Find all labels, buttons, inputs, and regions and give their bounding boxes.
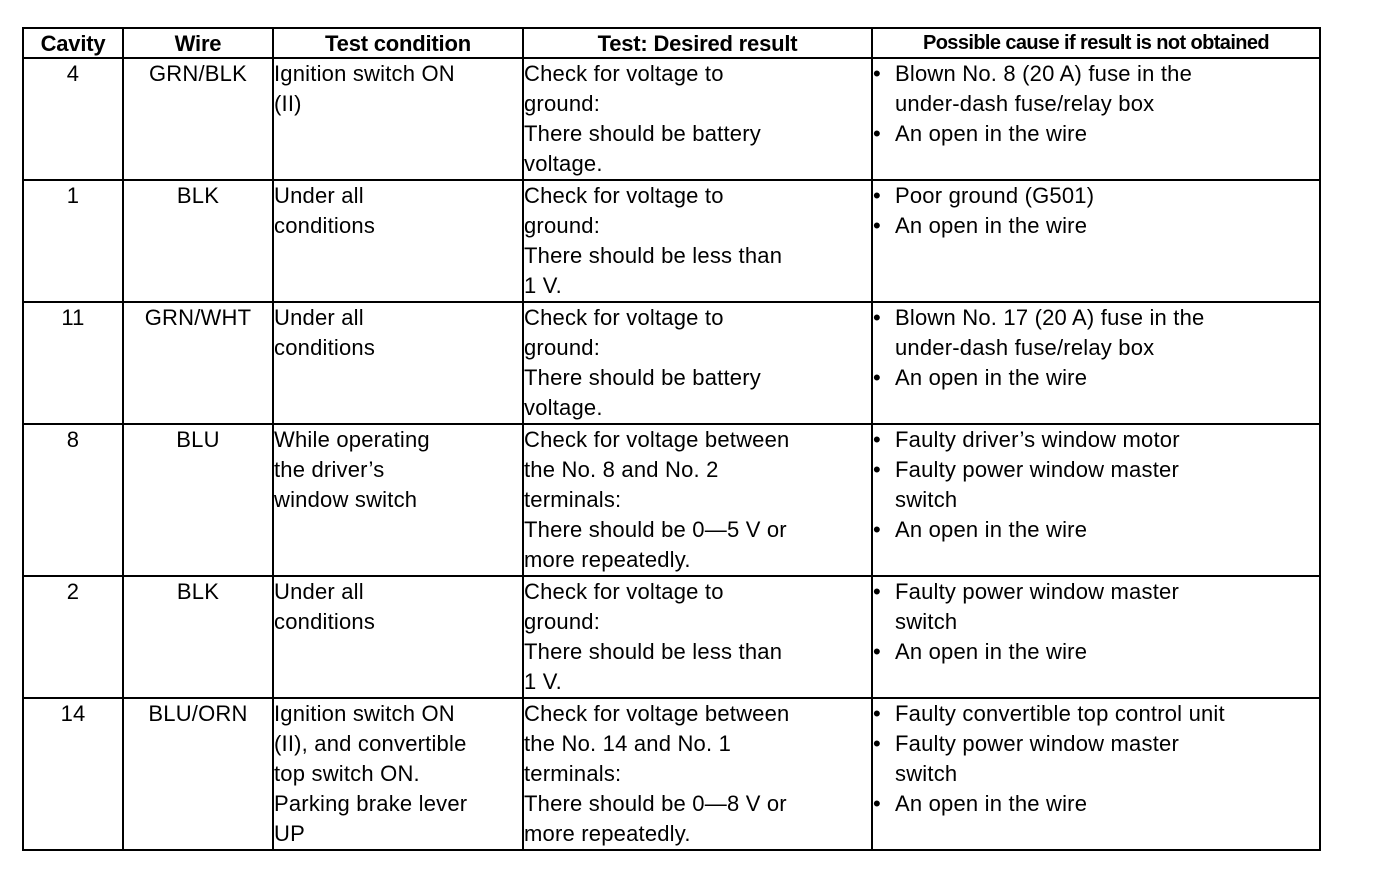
table-row <box>23 698 1320 850</box>
result-line: ground: <box>524 213 601 238</box>
cause-cell <box>872 302 1320 424</box>
condition-cell <box>273 576 523 698</box>
cause-list <box>873 425 1319 545</box>
condition-line: conditions <box>274 213 376 238</box>
result-line: more repeatedly. <box>524 821 691 846</box>
bullet-icon: • <box>873 457 881 482</box>
bullet-icon: • <box>873 427 881 452</box>
cause-list <box>873 303 1319 393</box>
cause-line: An open in the wire <box>895 639 1088 664</box>
cause-line: switch <box>895 487 958 512</box>
condition-cell <box>273 302 523 424</box>
result-line: Check for voltage to <box>524 183 724 208</box>
result-line: Check for voltage between <box>524 427 790 452</box>
cause-line: Faulty driver’s window motor <box>895 427 1180 452</box>
cause-line: Faulty convertible top control unit <box>895 701 1225 726</box>
cause-line: An open in the wire <box>895 791 1088 816</box>
cause-item <box>873 181 1319 211</box>
result-line: Check for voltage between <box>524 701 790 726</box>
wire-cell: BLK <box>123 180 273 302</box>
condition-cell <box>273 180 523 302</box>
cause-line: under-dash fuse/relay box <box>895 335 1155 360</box>
condition-line: conditions <box>274 609 376 634</box>
condition-line: UP <box>274 821 305 846</box>
bullet-icon: • <box>873 121 881 146</box>
result-line: 1 V. <box>524 273 562 298</box>
header-test-condition: Test condition <box>273 28 523 58</box>
cavity-cell: 4 <box>23 58 123 180</box>
cause-list <box>873 181 1319 241</box>
result-line: ground: <box>524 335 601 360</box>
cause-cell <box>872 58 1320 180</box>
condition-line: conditions <box>274 335 376 360</box>
result-cell <box>523 424 872 576</box>
cause-item <box>873 455 1319 515</box>
cause-cell <box>872 180 1320 302</box>
condition-cell <box>273 698 523 850</box>
cause-line: An open in the wire <box>895 365 1088 390</box>
header-wire: Wire <box>123 28 273 58</box>
header-possible-cause: Possible cause if result is not obtained <box>872 28 1320 58</box>
bullet-icon: • <box>873 213 881 238</box>
result-line: Check for voltage to <box>524 61 724 86</box>
condition-cell <box>273 424 523 576</box>
table-header-row <box>23 28 1320 58</box>
result-line: terminals: <box>524 761 622 786</box>
wire-cell: GRN/WHT <box>123 302 273 424</box>
result-line: the No. 14 and No. 1 <box>524 731 732 756</box>
condition-line: top switch ON. <box>274 761 420 786</box>
cause-item <box>873 729 1319 789</box>
condition-line: (II) <box>274 91 302 116</box>
cause-line: Faulty power window master <box>895 579 1179 604</box>
condition-line: (II), and convertible <box>274 731 467 756</box>
condition-line: window switch <box>274 487 418 512</box>
cause-item <box>873 789 1319 819</box>
result-line: There should be less than <box>524 243 783 268</box>
cause-line: An open in the wire <box>895 121 1088 146</box>
cavity-cell: 11 <box>23 302 123 424</box>
cause-line: An open in the wire <box>895 213 1088 238</box>
condition-line: the driver’s <box>274 457 385 482</box>
result-line: Check for voltage to <box>524 305 724 330</box>
table-row <box>23 424 1320 576</box>
result-cell <box>523 58 872 180</box>
result-line: There should be less than <box>524 639 783 664</box>
result-line: voltage. <box>524 395 603 420</box>
cavity-cell: 14 <box>23 698 123 850</box>
result-cell <box>523 576 872 698</box>
result-cell <box>523 302 872 424</box>
cause-item <box>873 303 1319 363</box>
result-cell <box>523 698 872 850</box>
cause-item <box>873 577 1319 637</box>
result-line: terminals: <box>524 487 622 512</box>
cause-item <box>873 363 1319 393</box>
condition-line: While operating <box>274 427 430 452</box>
bullet-icon: • <box>873 701 881 726</box>
cause-item <box>873 515 1319 545</box>
cause-item <box>873 699 1319 729</box>
table-body <box>23 58 1320 850</box>
cause-cell <box>872 576 1320 698</box>
result-line: There should be 0—5 V or <box>524 517 787 542</box>
bullet-icon: • <box>873 517 881 542</box>
cause-line: An open in the wire <box>895 517 1088 542</box>
cause-line: Faulty power window master <box>895 457 1179 482</box>
cause-line: under-dash fuse/relay box <box>895 91 1155 116</box>
wire-cell: BLU <box>123 424 273 576</box>
result-cell <box>523 180 872 302</box>
connector-test-table <box>22 27 1321 851</box>
cause-line: switch <box>895 609 958 634</box>
table-row <box>23 576 1320 698</box>
cause-cell <box>872 424 1320 576</box>
bullet-icon: • <box>873 183 881 208</box>
result-line: There should be 0—8 V or <box>524 791 787 816</box>
cause-line: Poor ground (G501) <box>895 183 1095 208</box>
bullet-icon: • <box>873 365 881 390</box>
cause-line: switch <box>895 761 958 786</box>
result-line: ground: <box>524 91 601 116</box>
condition-cell <box>273 58 523 180</box>
cause-list <box>873 59 1319 149</box>
result-line: 1 V. <box>524 669 562 694</box>
table-row <box>23 302 1320 424</box>
result-line: There should be battery <box>524 121 761 146</box>
condition-line: Parking brake lever <box>274 791 468 816</box>
cavity-cell: 8 <box>23 424 123 576</box>
header-desired-result: Test: Desired result <box>523 28 872 58</box>
condition-line: Ignition switch ON <box>274 61 455 86</box>
wire-cell: GRN/BLK <box>123 58 273 180</box>
bullet-icon: • <box>873 731 881 756</box>
cause-line: Blown No. 17 (20 A) fuse in the <box>895 305 1205 330</box>
table-row <box>23 58 1320 180</box>
condition-line: Under all <box>274 305 364 330</box>
cavity-cell: 2 <box>23 576 123 698</box>
result-line: Check for voltage to <box>524 579 724 604</box>
condition-line: Under all <box>274 579 364 604</box>
result-line: the No. 8 and No. 2 <box>524 457 719 482</box>
wire-cell: BLU/ORN <box>123 698 273 850</box>
result-line: ground: <box>524 609 601 634</box>
result-line: There should be battery <box>524 365 761 390</box>
condition-line: Ignition switch ON <box>274 701 455 726</box>
cause-line: Blown No. 8 (20 A) fuse in the <box>895 61 1193 86</box>
cavity-cell: 1 <box>23 180 123 302</box>
bullet-icon: • <box>873 579 881 604</box>
cause-item <box>873 211 1319 241</box>
table-row <box>23 180 1320 302</box>
bullet-icon: • <box>873 791 881 816</box>
bullet-icon: • <box>873 61 881 86</box>
result-line: more repeatedly. <box>524 547 691 572</box>
cause-item <box>873 119 1319 149</box>
cause-item <box>873 425 1319 455</box>
cause-line: Faulty power window master <box>895 731 1179 756</box>
cause-list <box>873 699 1319 819</box>
bullet-icon: • <box>873 305 881 330</box>
bullet-icon: • <box>873 639 881 664</box>
wire-cell: BLK <box>123 576 273 698</box>
result-line: voltage. <box>524 151 603 176</box>
condition-line: Under all <box>274 183 364 208</box>
cause-list <box>873 577 1319 667</box>
cause-item <box>873 637 1319 667</box>
cause-cell <box>872 698 1320 850</box>
header-cavity: Cavity <box>23 28 123 58</box>
cause-item <box>873 59 1319 119</box>
